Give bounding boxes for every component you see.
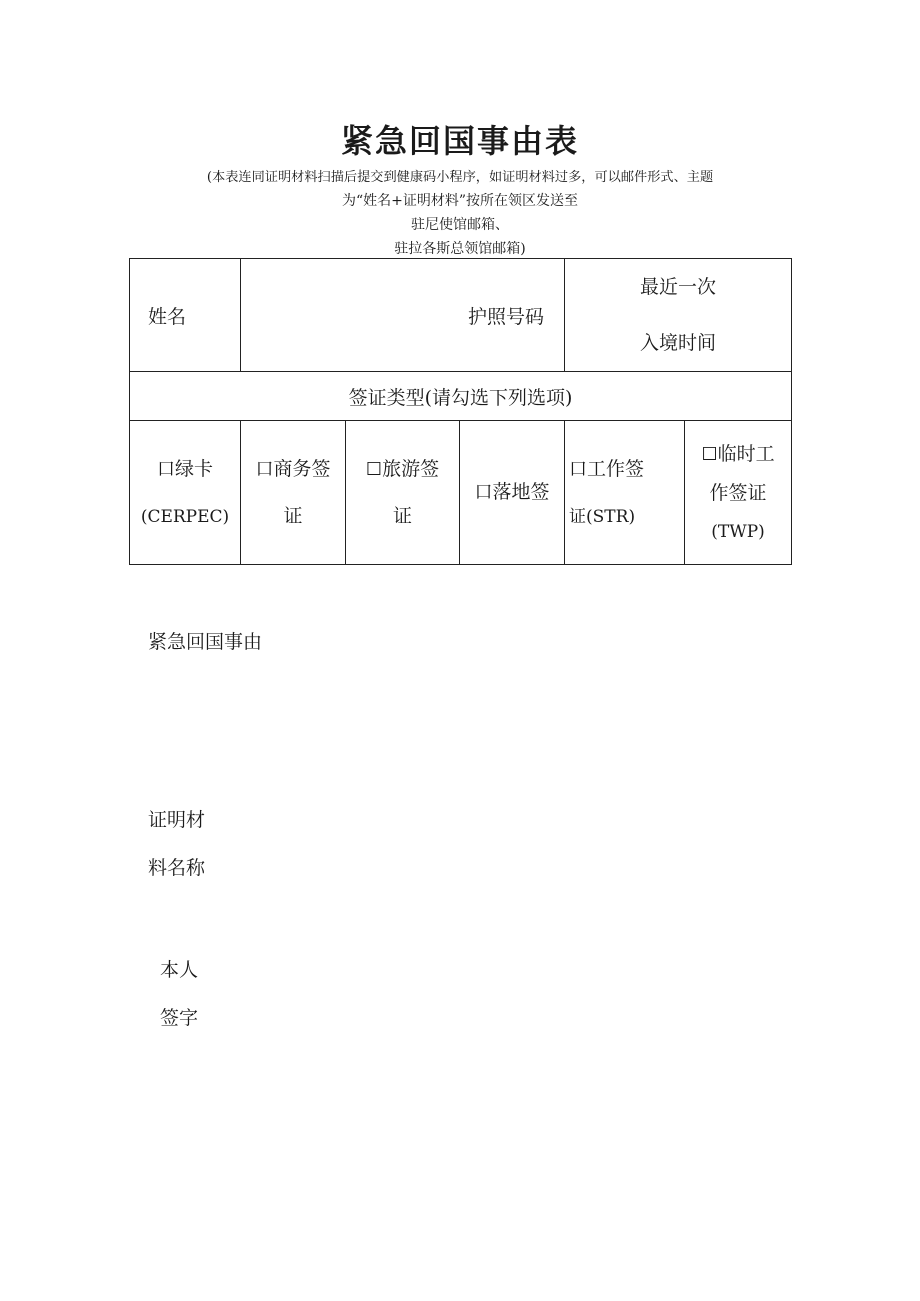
visa-type-label-cell	[130, 372, 792, 421]
option-label-line-1: 工作签	[587, 457, 645, 480]
checkbox-icon[interactable]: 口	[569, 458, 588, 480]
passport-label: 护照号码	[468, 305, 545, 328]
last-entry-label-line-2: 入境时间	[640, 332, 717, 354]
option-label-line-1: 落地签	[492, 481, 550, 503]
passport-label-cell[interactable]	[241, 259, 565, 372]
option-business-visa[interactable]	[241, 421, 346, 565]
checkbox-icon[interactable]: 口	[255, 459, 274, 480]
signature-label	[160, 946, 198, 1042]
proof-material-label-line-1: 证明材	[148, 809, 206, 831]
checkbox-icon[interactable]: ☐	[365, 459, 383, 480]
last-entry-label-line-1: 最近一次	[640, 276, 717, 298]
option-work-visa[interactable]	[565, 421, 685, 565]
option-landing-visa[interactable]	[460, 421, 565, 565]
form-title: 紧急回国事由表	[340, 122, 579, 160]
option-label-line-1: 绿卡	[174, 457, 213, 480]
signature-label-line-2: 签字	[160, 1007, 199, 1029]
option-green-card[interactable]	[130, 421, 241, 565]
last-entry-cell[interactable]	[565, 259, 792, 372]
instruction-note-line-4: 驻拉各斯总领馆邮箱)	[394, 241, 526, 257]
emergency-reason-label: 紧急回国事由	[148, 631, 263, 653]
signature-label-line-1: 本人	[160, 959, 199, 981]
checkbox-icon[interactable]: 口	[156, 458, 175, 480]
instruction-note-line-1: (本表连同证明材料扫描后提交到健康码小程序，如证明材料过多，可以邮件形式、主题	[206, 170, 714, 185]
proof-material-label-line-2: 料名称	[148, 857, 206, 879]
visa-type-label: 签证类型(请勾选下列选项)	[348, 386, 573, 409]
option-label-line-1: 临时工	[717, 442, 775, 465]
option-label-line-2: 证(STR)	[569, 506, 636, 527]
option-label-line-2: (CERPEC)	[140, 506, 230, 527]
option-label-line-2: 证	[283, 505, 303, 527]
proof-material-label	[148, 796, 205, 892]
option-label-line-1: 旅游签	[382, 458, 440, 480]
option-label-line-3: (TWP)	[711, 521, 765, 542]
visa-options-row	[130, 421, 792, 565]
name-label: 姓名	[148, 305, 187, 328]
visa-type-header-row	[130, 372, 792, 421]
option-label-line-2: 证	[392, 505, 412, 527]
option-label-line-2: 作签证	[709, 481, 767, 504]
checkbox-icon[interactable]: ☐	[701, 443, 718, 465]
instruction-note-line-3: 驻尼使馆邮箱、	[411, 217, 509, 233]
instruction-note-line-2: 为“姓名+证明材料”按所在领区发送至	[341, 193, 579, 209]
personal-info-row	[130, 259, 792, 372]
option-temporary-work-permit[interactable]	[685, 421, 792, 565]
form-table	[129, 258, 792, 565]
checkbox-icon[interactable]: 口	[474, 482, 493, 503]
name-label-cell	[130, 259, 241, 372]
option-label-line-1: 商务签	[273, 458, 331, 480]
option-tourist-visa[interactable]	[346, 421, 460, 565]
